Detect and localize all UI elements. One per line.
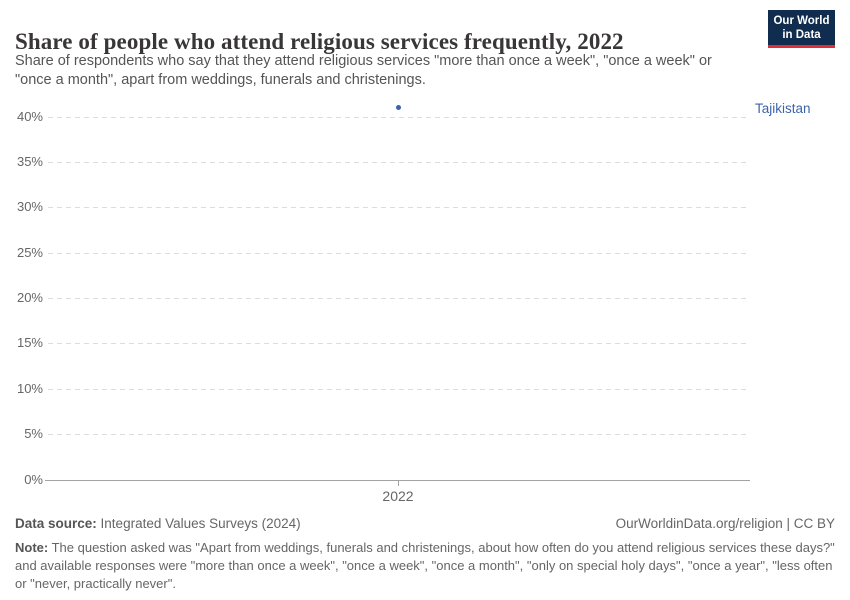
owid-logo-line2: in Data	[782, 28, 821, 41]
data-source-value: Integrated Values Surveys (2024)	[100, 516, 301, 531]
gridline	[48, 434, 748, 435]
y-axis-tick-label: 40%	[16, 108, 43, 124]
footer-note-text: The question asked was "Apart from weddings, funerals and christenings, about how often do you attend religious services these days?"	[51, 540, 835, 555]
y-axis-tick-label: 25%	[16, 244, 43, 260]
chart-subtitle-line: Share of respondents who say that they attend religious services "more than once a week", "once a week" or	[15, 53, 712, 69]
gridline	[48, 207, 748, 208]
gridline	[48, 298, 748, 299]
y-axis-tick-label: 35%	[16, 153, 43, 169]
footer-note-line	[15, 539, 835, 557]
gridline	[48, 162, 748, 163]
data-source-text	[15, 516, 301, 531]
chart-subtitle-line: "once a month", apart from weddings, funerals and christenings.	[15, 72, 426, 88]
y-axis-tick-label: 20%	[16, 290, 43, 305]
gridline	[48, 389, 748, 390]
y-axis-tick-label: 5%	[24, 426, 43, 442]
footer-source-row	[15, 516, 835, 531]
gridline	[48, 343, 748, 344]
owid-logo-line1: Our World	[773, 14, 830, 27]
page-title: Share of people who attend religious services frequently, 2022	[15, 29, 624, 55]
footer-note-line: and available responses were "more than once a week", "once a week", "once a month", "only on special holy days", "once a year", "less often	[15, 558, 833, 573]
footer-note	[15, 539, 835, 593]
y-axis-tick-label: 15%	[16, 335, 43, 351]
gridline	[48, 253, 748, 254]
gridline	[48, 117, 748, 118]
y-axis-tick-label: 10%	[16, 380, 43, 396]
y-axis-tick-label: 30%	[16, 199, 43, 215]
entity-label-tajikistan[interactable]: Tajikistan	[755, 101, 811, 117]
footer-note-label: Note:	[15, 540, 49, 555]
x-axis-tick-label: 2022	[382, 487, 414, 504]
footer-note-line: or "never, practically never".	[15, 576, 176, 591]
data-source-label: Data source:	[15, 516, 97, 531]
y-axis-tick-label: 0%	[24, 471, 43, 487]
data-point-tajikistan[interactable]	[396, 105, 401, 110]
attribution-text: OurWorldinData.org/religion | CC BY	[615, 516, 835, 531]
x-axis-tick-mark	[398, 480, 399, 486]
